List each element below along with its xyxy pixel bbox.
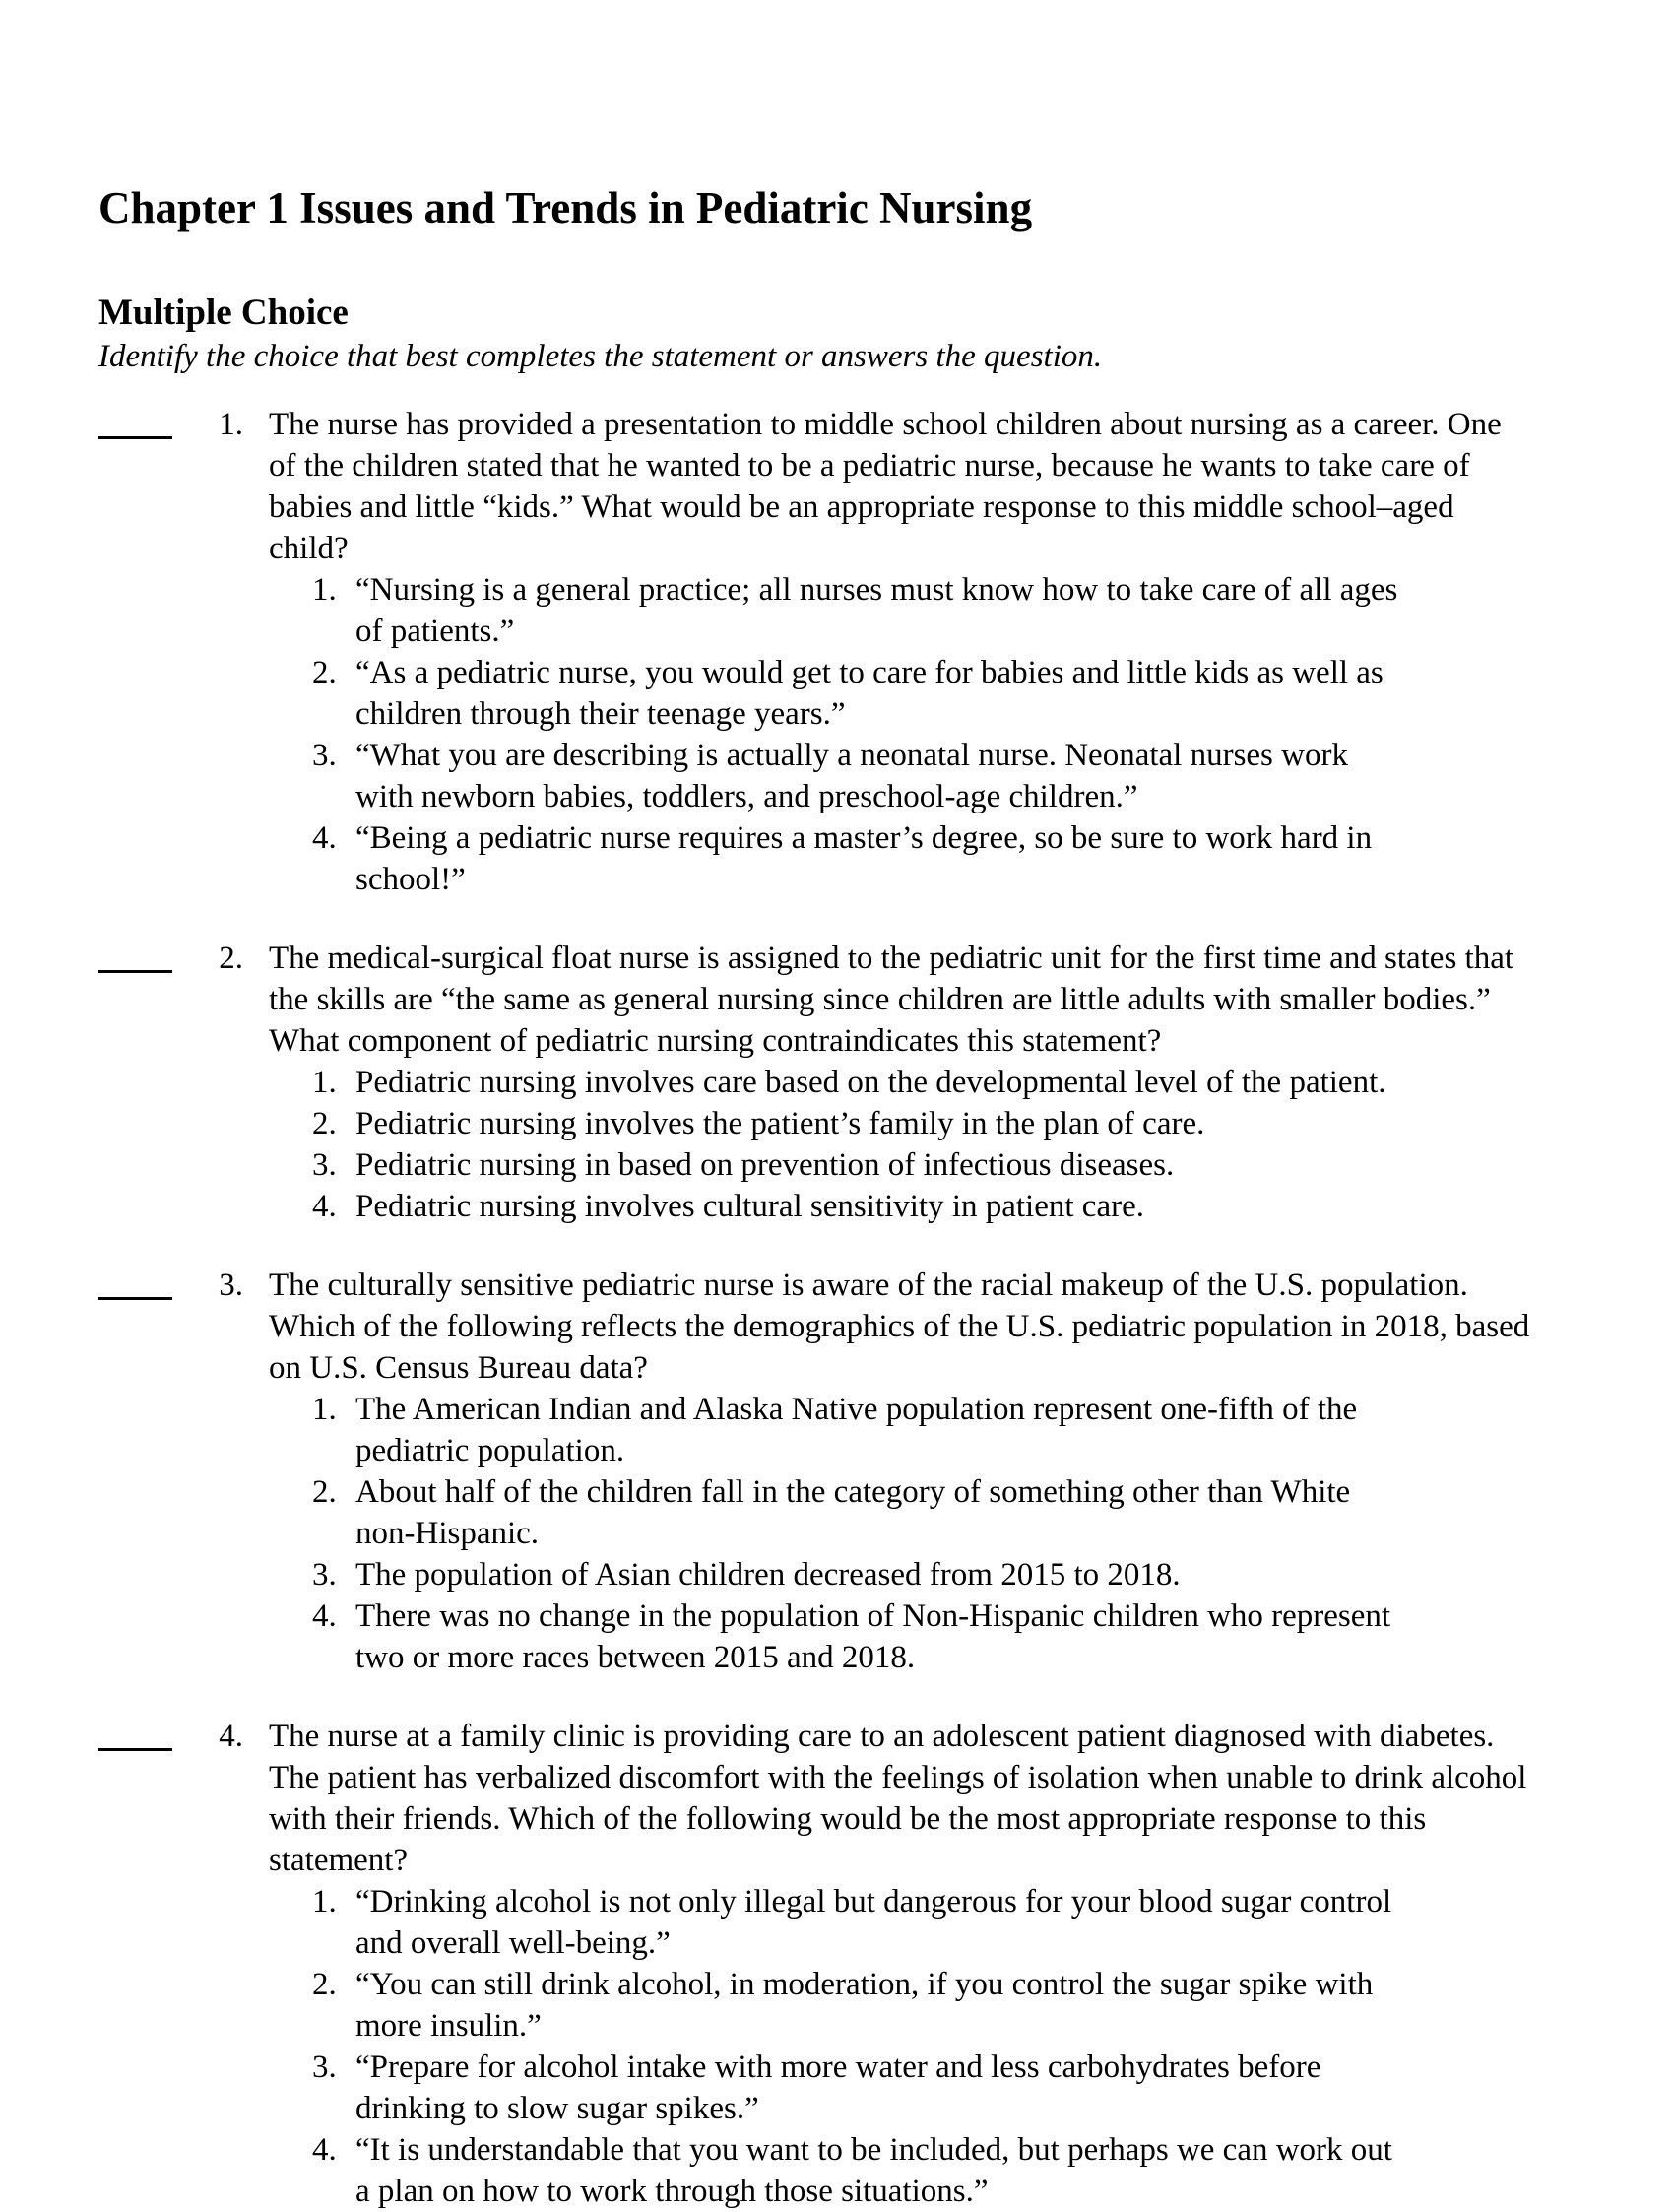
option	[269, 2129, 1531, 2212]
option	[269, 1471, 1531, 1554]
option-text: “Prepare for alcohol intake with more water and less carbohydrates before drinking to slow sugar spikes.”	[355, 2049, 1321, 2126]
question-content	[269, 1716, 1531, 2212]
answer-blank	[98, 1265, 172, 1300]
option-text: The American Indian and Alaska Native population represent one-fifth of the pediatric population.	[355, 1392, 1358, 1468]
question-number: 1.	[219, 407, 243, 442]
option-text: Pediatric nursing in based on prevention of infectious diseases.	[355, 1147, 1175, 1183]
option-number: 4.	[312, 820, 337, 856]
option-number: 2.	[312, 1967, 337, 2002]
option-text: About half of the children fall in the category of something other than White non-Hispanic.	[355, 1474, 1351, 1551]
section-heading: Multiple Choice	[98, 293, 349, 333]
option-text: Pediatric nursing involves care based on the developmental level of the patient.	[355, 1065, 1386, 1100]
option	[269, 1186, 1531, 1227]
question-list	[98, 404, 1531, 2212]
option-number: 3.	[312, 738, 337, 773]
option	[269, 1144, 1531, 1186]
option	[269, 1881, 1531, 1964]
option-text: Pediatric nursing involves cultural sensitivity in patient care.	[355, 1189, 1144, 1224]
answer-blank	[98, 1716, 172, 1751]
option-text: The population of Asian children decreased from 2015 to 2018.	[355, 1557, 1181, 1593]
section-instructions: Identify the choice that best completes the statement or answers the question.	[98, 339, 1103, 374]
option-text: “You can still drink alcohol, in moderation, if you control the sugar spike with more insulin.”	[355, 1967, 1374, 2044]
option-text: “Nursing is a general practice; all nurses must know how to take care of all ages of patients.”	[355, 572, 1398, 649]
option	[269, 1595, 1531, 1678]
option-number: 1.	[312, 572, 337, 608]
question-stem: The culturally sensitive pediatric nurse is aware of the racial makeup of the U.S. population. Which of the following reflects the demographics of the U.S. pediatric population in 2018, based on U.S. Census Bureau data?	[269, 1268, 1530, 1386]
option	[269, 1554, 1531, 1595]
question-stem: The nurse has provided a presentation to middle school children about nursing as a career. One of the children stated that he wanted to be a pediatric nurse, because he wants to take care of babies and little “kids.” What would be an appropriate response to this middle school–aged child?	[269, 407, 1502, 566]
option	[269, 1389, 1531, 1471]
option-number: 1.	[312, 1065, 337, 1100]
question-content	[269, 404, 1531, 900]
option-number: 1.	[312, 1884, 337, 1919]
question-content	[269, 938, 1531, 1227]
question-3	[98, 1265, 1531, 1678]
question-2	[98, 938, 1531, 1227]
option-number: 3.	[312, 1147, 337, 1183]
option-number: 2.	[312, 1106, 337, 1141]
option-text: “As a pediatric nurse, you would get to care for babies and little kids as well as children through their teenage years.”	[355, 655, 1384, 732]
option	[269, 735, 1531, 817]
option-text: Pediatric nursing involves the patient’s family in the plan of care.	[355, 1106, 1205, 1141]
option	[269, 1062, 1531, 1103]
option	[269, 1103, 1531, 1144]
option	[269, 817, 1531, 900]
option-number: 3.	[312, 2049, 337, 2085]
option-text: “Being a pediatric nurse requires a master’s degree, so be sure to work hard in school!”	[355, 820, 1373, 897]
chapter-title: Chapter 1 Issues and Trends in Pediatric Nursing	[98, 183, 1033, 232]
option-number: 4.	[312, 2132, 337, 2168]
option	[269, 569, 1531, 652]
option	[269, 1964, 1531, 2047]
option-number: 4.	[312, 1189, 337, 1224]
option-number: 4.	[312, 1598, 337, 1634]
question-4	[98, 1716, 1531, 2212]
option-text: “It is understandable that you want to be included, but perhaps we can work out a plan on how to work through those situations.”	[355, 2132, 1392, 2209]
answer-blank	[98, 938, 172, 973]
question-number: 3.	[219, 1268, 243, 1303]
question-1	[98, 404, 1531, 900]
option-number: 2.	[312, 1474, 337, 1510]
option	[269, 2047, 1531, 2129]
question-content	[269, 1265, 1531, 1678]
option-text: “What you are describing is actually a neonatal nurse. Neonatal nurses work with newborn babies, toddlers, and preschool-age children.”	[355, 738, 1348, 814]
option-number: 1.	[312, 1392, 337, 1427]
option-number: 2.	[312, 655, 337, 690]
question-stem: The medical-surgical float nurse is assigned to the pediatric unit for the first time and states that the skills are “the same as general nursing since children are little adults with smaller bodies.” What component of pediatric nursing contraindicates this statement?	[269, 941, 1514, 1059]
question-stem: The nurse at a family clinic is providing care to an adolescent patient diagnosed with diabetes. The patient has verbalized discomfort with the feelings of isolation when unable to drink alcohol with their friends. Which of the following would be the most appropriate response to this statement?	[269, 1719, 1527, 1878]
answer-blank	[98, 404, 172, 439]
option	[269, 652, 1531, 735]
option-text: “Drinking alcohol is not only illegal but dangerous for your blood sugar control and overall well-being.”	[355, 1884, 1392, 1961]
question-number: 2.	[219, 941, 243, 976]
question-number: 4.	[219, 1719, 243, 1754]
option-number: 3.	[312, 1557, 337, 1593]
option-text: There was no change in the population of Non-Hispanic children who represent two or more races between 2015 and 2018.	[355, 1598, 1391, 1675]
